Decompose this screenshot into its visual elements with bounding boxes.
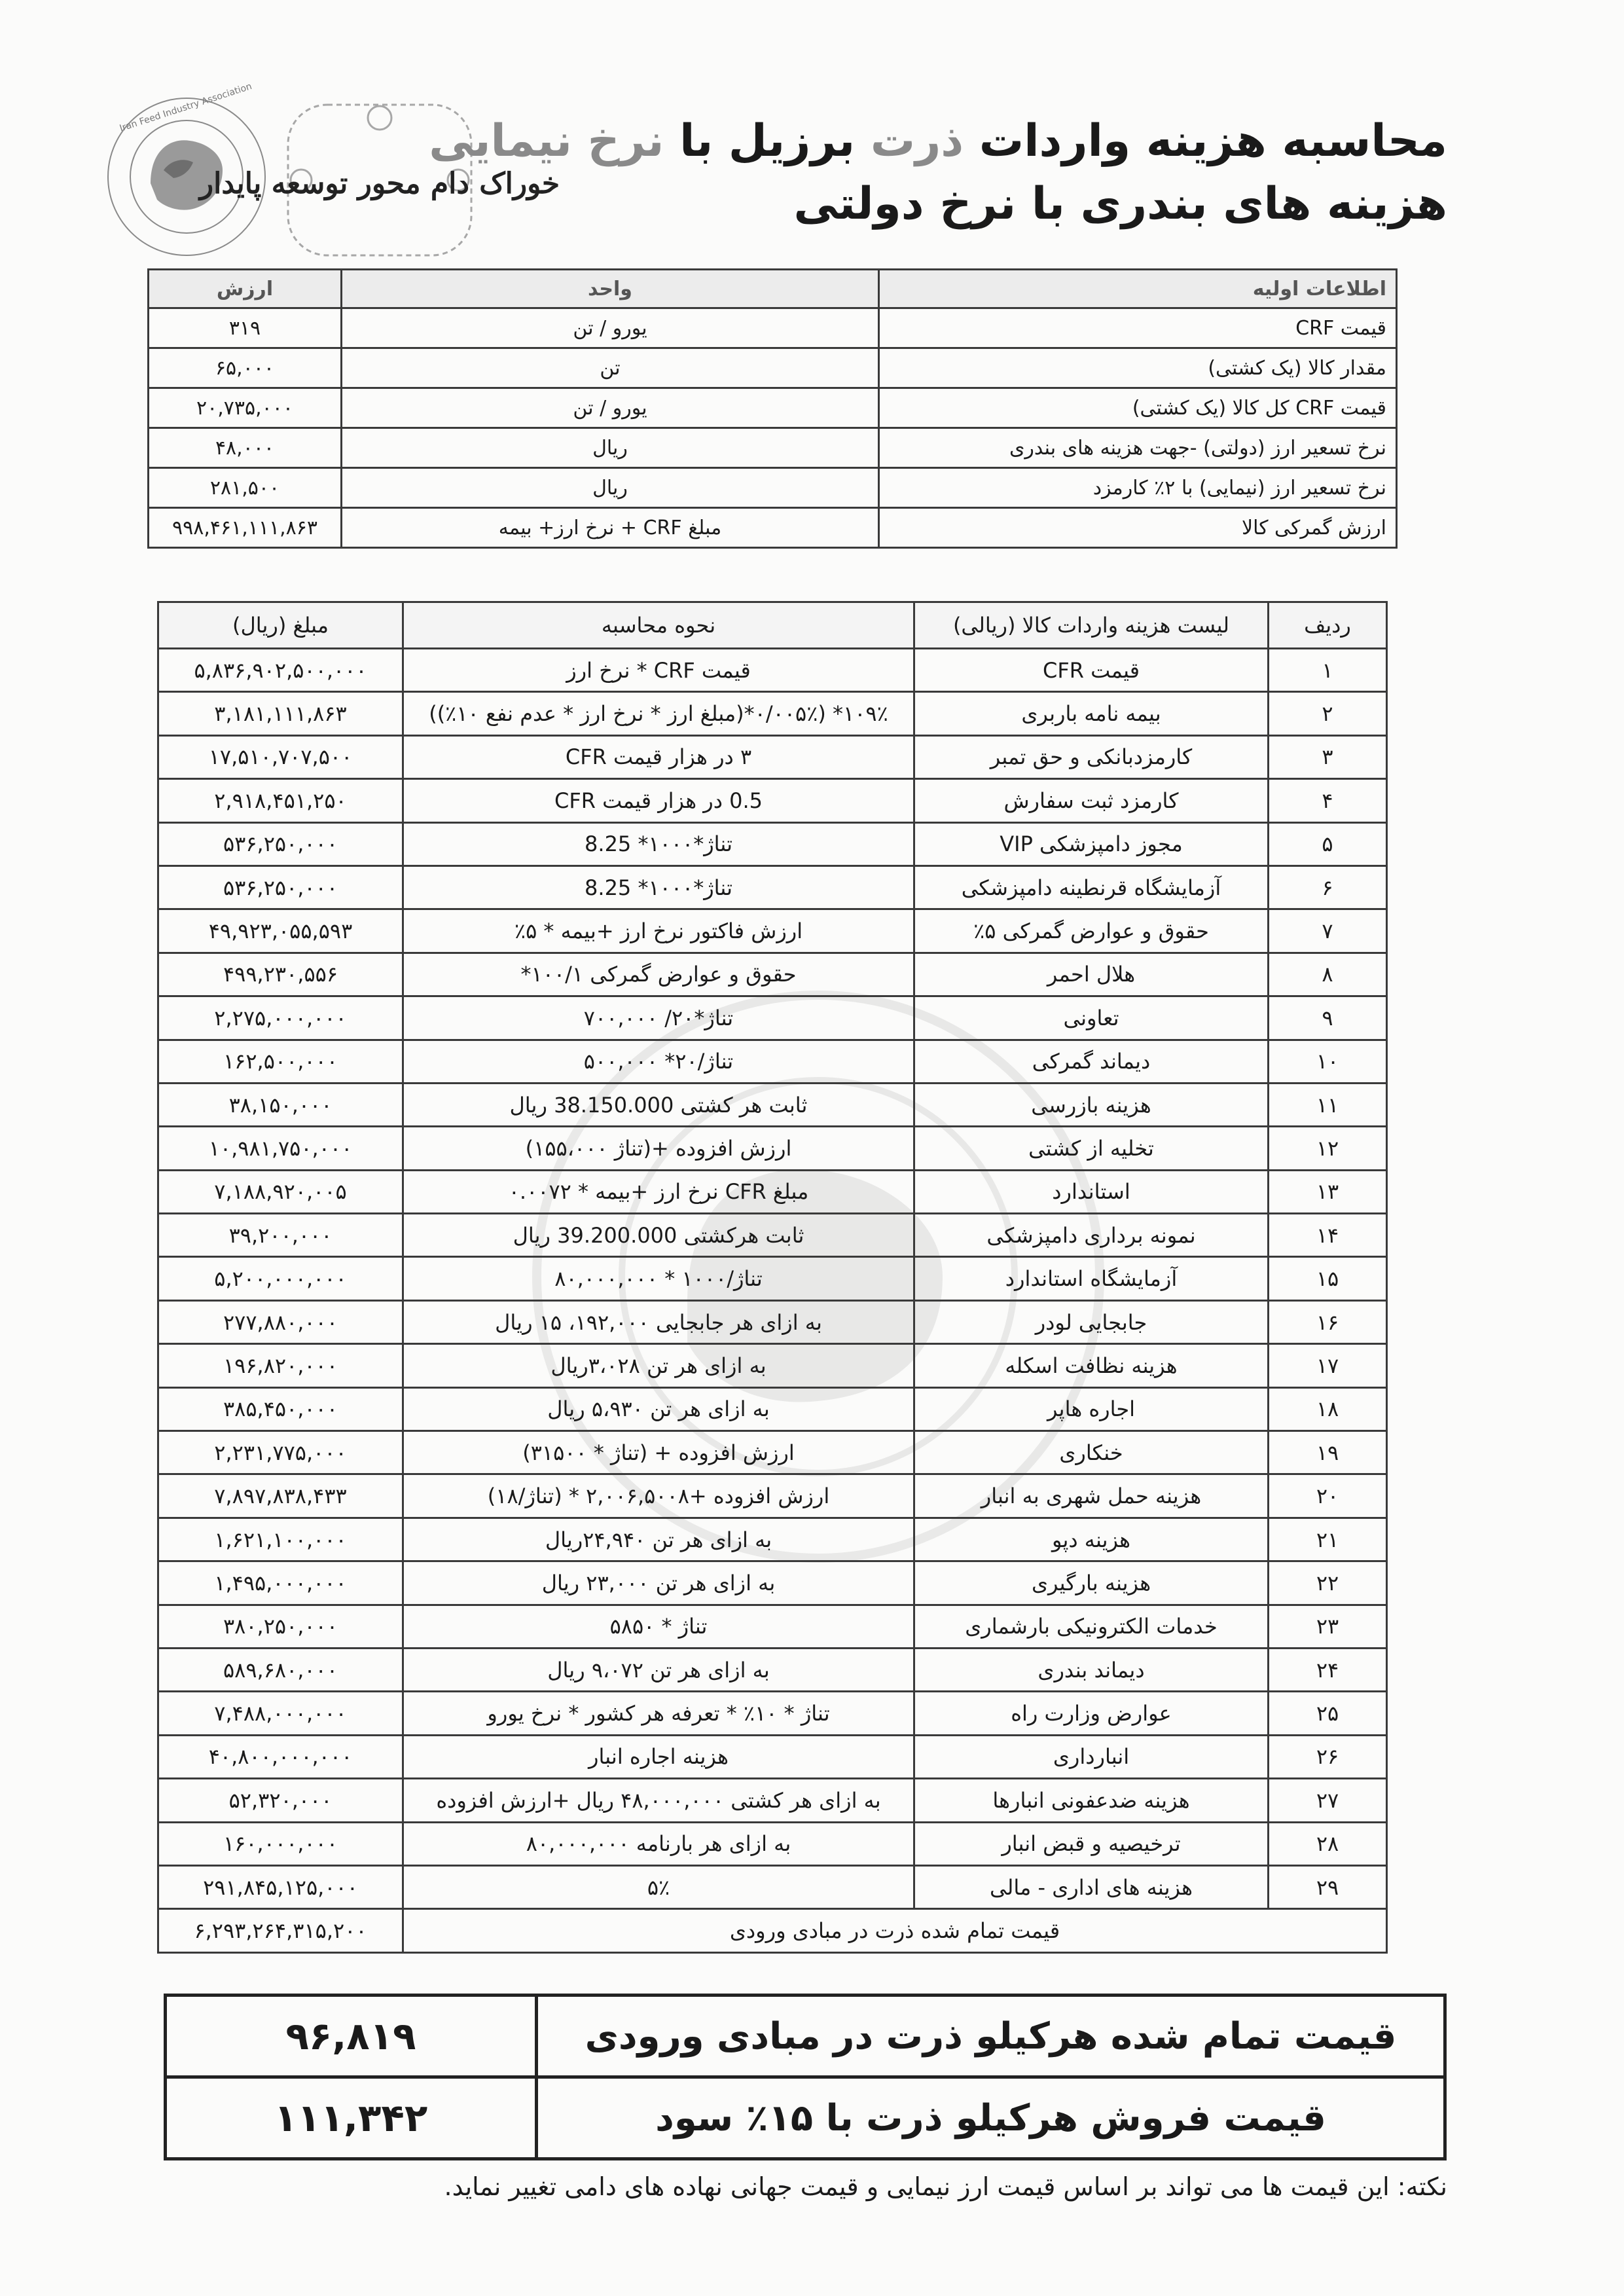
cost-calc: ارزش افزوده + (تناژ * ۳۱۵۰۰) — [403, 1431, 914, 1474]
cost-amount: ۱,۴۹۵,۰۰۰,۰۰۰ — [158, 1561, 403, 1605]
cost-row — [158, 1518, 1387, 1561]
info-value: ۲۸۱,۵۰۰ — [149, 468, 342, 508]
cost-amount: ۲,۹۱۸,۴۵۱,۲۵۰ — [158, 779, 403, 822]
cost-item: ترخیصیه و قبض انبار — [914, 1822, 1269, 1865]
cost-index: ۱۶ — [1269, 1300, 1387, 1343]
cost-row — [158, 779, 1387, 822]
cost-item: کارمزد ثبت سفارش — [914, 779, 1269, 822]
cost-index: ۱۵ — [1269, 1257, 1387, 1300]
cost-amount: ۴۹,۹۲۳,۰۵۵,۵۹۳ — [158, 909, 403, 953]
cost-amount: ۵۸۹,۶۸۰,۰۰۰ — [158, 1648, 403, 1691]
cost-index: ۲۶ — [1269, 1735, 1387, 1778]
cost-item: مجوز دامپزشکی VIP — [914, 822, 1269, 866]
cost-amount: ۱۶۰,۰۰۰,۰۰۰ — [158, 1822, 403, 1865]
cost-item: هزینه حمل شهری به انبار — [914, 1474, 1269, 1518]
cost-index: ۱۲ — [1269, 1127, 1387, 1170]
cost-item: انبارداری — [914, 1735, 1269, 1778]
title-line-1: محاسبه هزینه واردات ذرت برزیل با نرخ نیمایی — [429, 115, 1447, 167]
cost-calc: تناژ*۱۰۰۰* 8.25 — [403, 822, 914, 866]
info-header-label: اطلاعات اولیه — [879, 270, 1397, 308]
cost-row — [158, 1040, 1387, 1083]
info-value: ۳۱۹ — [149, 308, 342, 348]
cost-index: ۱۸ — [1269, 1387, 1387, 1430]
cost-header-item: لیست هزینه واردات کالا (ریالی) — [914, 602, 1269, 649]
cost-amount: ۷,۱۸۸,۹۲۰,۰۰۵ — [158, 1170, 403, 1213]
cost-header-calc: نحوه محاسبه — [403, 602, 914, 649]
cost-calc: تناژ*۱۰۰۰* 8.25 — [403, 866, 914, 909]
cost-index: ۲۱ — [1269, 1518, 1387, 1561]
cost-row — [158, 1344, 1387, 1387]
cost-calc: تناژ*۲۰/ ۷۰۰,۰۰۰ — [403, 996, 914, 1040]
cost-table-body — [158, 649, 1387, 1909]
cost-item: اجاره هاپر — [914, 1387, 1269, 1430]
cost-row — [158, 735, 1387, 778]
cost-index: ۱۳ — [1269, 1170, 1387, 1213]
cost-row — [158, 909, 1387, 953]
cost-header-amount: مبلغ (ریال) — [158, 602, 403, 649]
cost-amount: ۳,۱۸۱,۱۱۱,۸۶۳ — [158, 692, 403, 735]
cost-item: خنکاری — [914, 1431, 1269, 1474]
cost-item: کارمزدبانکی و حق تمبر — [914, 735, 1269, 778]
cost-row — [158, 1170, 1387, 1213]
cost-row — [158, 1300, 1387, 1343]
cost-item: دیماند گمرکی — [914, 1040, 1269, 1083]
cost-item: نمونه برداری دامپزشکی — [914, 1214, 1269, 1257]
cost-index: ۲۵ — [1269, 1692, 1387, 1735]
cost-row — [158, 1474, 1387, 1518]
title-line-2: هزینه های بندری با نرخ دولتی — [793, 178, 1447, 230]
cost-row — [158, 1127, 1387, 1170]
cost-row — [158, 822, 1387, 866]
cost-row — [158, 1561, 1387, 1605]
info-label: ارزش گمرکی کالا — [879, 508, 1397, 548]
cost-item: هزینه دپو — [914, 1518, 1269, 1561]
cost-row — [158, 1605, 1387, 1648]
cost-index: ۲۴ — [1269, 1648, 1387, 1691]
cost-index: ۲۹ — [1269, 1865, 1387, 1908]
cost-row — [158, 953, 1387, 996]
cost-item: هزینه بارگیری — [914, 1561, 1269, 1605]
info-unit: یورو / تن — [342, 308, 879, 348]
cost-item: تعاونی — [914, 996, 1269, 1040]
cost-row — [158, 1431, 1387, 1474]
cost-amount: ۳۸,۱۵۰,۰۰۰ — [158, 1083, 403, 1126]
info-label: مقدار کالا (یک کشتی) — [879, 348, 1397, 388]
cost-amount: ۲,۲۳۱,۷۷۵,۰۰۰ — [158, 1431, 403, 1474]
svg-text:Iran Feed Industry Association: Iran Feed Industry Association — [118, 81, 253, 134]
cost-calc: به ازای هر تن ۵،۹۳۰ ریال — [403, 1387, 914, 1430]
cost-index: ۴ — [1269, 779, 1387, 822]
cost-item: جابجایی لودر — [914, 1300, 1269, 1343]
cost-index: ۲۸ — [1269, 1822, 1387, 1865]
cost-item: آزمایشگاه قرنطینه دامپزشکی — [914, 866, 1269, 909]
cost-index: ۱۱ — [1269, 1083, 1387, 1126]
cost-amount: ۴۹۹,۲۳۰,۵۵۶ — [158, 953, 403, 996]
cost-amount: ۵,۲۰۰,۰۰۰,۰۰۰ — [158, 1257, 403, 1300]
cost-row — [158, 1083, 1387, 1126]
info-label: قیمت CRF کل کالا (یک کشتی) — [879, 388, 1397, 428]
cost-calc: تناژ/۲۰* ۵۰۰,۰۰۰ — [403, 1040, 914, 1083]
cost-calc: ثابت هر کشتی 38.150.000 ریال — [403, 1083, 914, 1126]
cost-amount: ۱۹۶,۸۲۰,۰۰۰ — [158, 1344, 403, 1387]
cost-header-index: ردیف — [1269, 602, 1387, 649]
cost-calc: به ازای هر تن ۳،۰۲۸ریال — [403, 1344, 914, 1387]
info-value: ۴۸,۰۰۰ — [149, 428, 342, 468]
info-unit: مبلغ CRF + نرخ ارز+ بیمه — [342, 508, 879, 548]
cost-amount: ۵۳۶,۲۵۰,۰۰۰ — [158, 822, 403, 866]
cost-row — [158, 866, 1387, 909]
cost-item: عوارض وزارت راه — [914, 1692, 1269, 1735]
cost-index: ۱۹ — [1269, 1431, 1387, 1474]
cost-index: ۱۴ — [1269, 1214, 1387, 1257]
cost-calc: ارزش افزوده +(تناژ ۱۵۵،۰۰۰) — [403, 1127, 914, 1170]
info-value: ۲۰,۷۳۵,۰۰۰ — [149, 388, 342, 428]
cost-item: آزمایشگاه استاندارد — [914, 1257, 1269, 1300]
cost-amount: ۲۹۱,۸۴۵,۱۲۵,۰۰۰ — [158, 1865, 403, 1908]
cost-calc: تناژ * ۱۰٪ * تعرفه هر کشور * نرخ یورو — [403, 1692, 914, 1735]
cost-amount: ۵۲,۳۲۰,۰۰۰ — [158, 1779, 403, 1822]
cost-index: ۲۲ — [1269, 1561, 1387, 1605]
cost-item: خدمات الکترونیکی بارشماری — [914, 1605, 1269, 1648]
info-row — [149, 468, 1397, 508]
cost-total-label: قیمت تمام شده ذرت در مبادی ورودی — [403, 1909, 1387, 1952]
info-unit: ریال — [342, 428, 879, 468]
cost-row — [158, 1735, 1387, 1778]
info-row — [149, 428, 1397, 468]
cost-total-row — [158, 1909, 1387, 1952]
cost-calc: ثابت هرکشتی 39.200.000 ریال — [403, 1214, 914, 1257]
cost-amount: ۳۹,۲۰۰,۰۰۰ — [158, 1214, 403, 1257]
cost-item: استاندارد — [914, 1170, 1269, 1213]
cost-calc: به ازای هر بارنامه ۸۰,۰۰۰,۰۰۰ — [403, 1822, 914, 1865]
info-row — [149, 308, 1397, 348]
info-unit: تن — [342, 348, 879, 388]
cost-item: هزینه ضدعفونی انبارها — [914, 1779, 1269, 1822]
info-row — [149, 508, 1397, 548]
info-value: ۹۹۸,۴۶۱,۱۱۱,۸۶۳ — [149, 508, 342, 548]
cost-calc: تناژ/۱۰۰۰ * ۸۰,۰۰۰,۰۰۰ — [403, 1257, 914, 1300]
cost-item: قیمت CFR — [914, 649, 1269, 692]
cost-index: ۱۷ — [1269, 1344, 1387, 1387]
summary-row-sale — [166, 2077, 1445, 2159]
cost-index: ۱ — [1269, 649, 1387, 692]
cost-amount: ۱۷,۵۱۰,۷۰۷,۵۰۰ — [158, 735, 403, 778]
cost-index: ۸ — [1269, 953, 1387, 996]
cost-amount: ۱۰,۹۸۱,۷۵۰,۰۰۰ — [158, 1127, 403, 1170]
info-label: نرخ تسعیر ارز (دولتی) -جهت هزینه های بندری — [879, 428, 1397, 468]
cost-calc: به ازای هر تن ۲۴,۹۴۰ریال — [403, 1518, 914, 1561]
cost-amount: ۱,۶۲۱,۱۰۰,۰۰۰ — [158, 1518, 403, 1561]
cost-amount: ۳۸۰,۲۵۰,۰۰۰ — [158, 1605, 403, 1648]
cost-amount: ۲۷۷,۸۸۰,۰۰۰ — [158, 1300, 403, 1343]
cost-index: ۵ — [1269, 822, 1387, 866]
cost-amount: ۷,۸۹۷,۸۳۸,۴۳۳ — [158, 1474, 403, 1518]
cost-row — [158, 1779, 1387, 1822]
cost-row — [158, 1214, 1387, 1257]
cost-row — [158, 1865, 1387, 1908]
cost-item: بیمه نامه باربری — [914, 692, 1269, 735]
page-title — [429, 110, 1447, 236]
info-label: قیمت CRF — [879, 308, 1397, 348]
cost-amount: ۵,۸۳۶,۹۰۲,۵۰۰,۰۰۰ — [158, 649, 403, 692]
cost-calc: تناژ * ۵۸۵۰ — [403, 1605, 914, 1648]
cost-item: هزینه های اداری - مالی — [914, 1865, 1269, 1908]
cost-row — [158, 1257, 1387, 1300]
cost-item: دیماند بندری — [914, 1648, 1269, 1691]
cost-table-header-row — [158, 602, 1387, 649]
cost-row — [158, 692, 1387, 735]
cost-calc: هزینه اجاره انبار — [403, 1735, 914, 1778]
cost-index: ۲۷ — [1269, 1779, 1387, 1822]
info-header-value: ارزش — [149, 270, 342, 308]
initial-info-table — [147, 268, 1398, 549]
cost-amount: ۳۸۵,۴۵۰,۰۰۰ — [158, 1387, 403, 1430]
logo-slogan: خوراک دام محور توسعه پایدار — [199, 167, 560, 200]
cost-per-kg-value: ۹۶,۸۱۹ — [166, 1995, 537, 2077]
cost-index: ۳ — [1269, 735, 1387, 778]
info-value: ۶۵,۰۰۰ — [149, 348, 342, 388]
cost-calc: مبلغ CFR نرخ ارز +بیمه * ۰.۰۰۷۲ — [403, 1170, 914, 1213]
cost-calc: 0.5 در هزار قیمت CFR — [403, 779, 914, 822]
sale-per-kg-value: ۱۱۱,۳۴۲ — [166, 2077, 537, 2159]
cost-index: ۲۳ — [1269, 1605, 1387, 1648]
info-unit: یورو / تن — [342, 388, 879, 428]
cost-index: ۶ — [1269, 866, 1387, 909]
cost-calc: حقوق و عوارض گمرکی ۱۰۰/۱* — [403, 953, 914, 996]
cost-amount: ۵۳۶,۲۵۰,۰۰۰ — [158, 866, 403, 909]
info-header-unit: واحد — [342, 270, 879, 308]
cost-amount: ۱۶۲,۵۰۰,۰۰۰ — [158, 1040, 403, 1083]
summary-row-cost — [166, 1995, 1445, 2077]
cost-row — [158, 1648, 1387, 1691]
cost-item: تخلیه از کشتی — [914, 1127, 1269, 1170]
cost-amount: ۷,۴۸۸,۰۰۰,۰۰۰ — [158, 1692, 403, 1735]
cost-calc: ۳ در هزار قیمت CFR — [403, 735, 914, 778]
cost-item: حقوق و عوارض گمرکی ۵٪ — [914, 909, 1269, 953]
cost-index: ۷ — [1269, 909, 1387, 953]
cost-calc: به ازای هر تن ۹،۰۷۲ ریال — [403, 1648, 914, 1691]
cost-row — [158, 1692, 1387, 1735]
cost-row — [158, 1822, 1387, 1865]
cost-index: ۹ — [1269, 996, 1387, 1040]
cost-amount: ۴۰,۸۰۰,۰۰۰,۰۰۰ — [158, 1735, 403, 1778]
cost-index: ۲۰ — [1269, 1474, 1387, 1518]
cost-calc: به ازای هر جابجایی ۱۹۲,۰۰۰، ۱۵ ریال — [403, 1300, 914, 1343]
cost-row — [158, 1387, 1387, 1430]
cost-item: هزینه بازرسی — [914, 1083, 1269, 1126]
cost-total-amount: ۶,۲۹۳,۲۶۴,۳۱۵,۲۰۰ — [158, 1909, 403, 1952]
cost-calc: ارزش فاکتور نرخ ارز +بیمه * ۵٪ — [403, 909, 914, 953]
cost-index: ۱۰ — [1269, 1040, 1387, 1083]
cost-calc: به ازای هر کشتی ۴۸,۰۰۰,۰۰۰ ریال +ارزش افزوده — [403, 1779, 914, 1822]
footnote: نکته: این قیمت ها می تواند بر اساس قیمت ارز نیمایی و قیمت جهانی نهاده های دامی تغییر نماید. — [444, 2172, 1447, 2201]
cost-item: هلال احمر — [914, 953, 1269, 996]
cost-calc: ۵٪ — [403, 1865, 914, 1908]
cost-amount: ۲,۲۷۵,۰۰۰,۰۰۰ — [158, 996, 403, 1040]
sale-per-kg-label: قیمت فروش هرکیلو ذرت با ۱۵٪ سود — [537, 2077, 1445, 2159]
cost-row — [158, 649, 1387, 692]
cost-item: هزینه نظافت اسکله — [914, 1344, 1269, 1387]
cost-calc: قیمت CRF * نرخ ارز — [403, 649, 914, 692]
info-unit: ریال — [342, 468, 879, 508]
cost-row — [158, 996, 1387, 1040]
info-table-header-row — [149, 270, 1397, 308]
cost-index: ۲ — [1269, 692, 1387, 735]
info-row — [149, 348, 1397, 388]
info-label: نرخ تسعیر ارز (نیمایی) با ۲٪ کارمزد — [879, 468, 1397, 508]
cost-calc: ارزش افزوده +۲,۰۰۶,۵۰۰۸ * (تناژ/۱۸) — [403, 1474, 914, 1518]
cost-calc: به ازای هر تن ۲۳,۰۰۰ ریال — [403, 1561, 914, 1605]
cost-per-kg-label: قیمت تمام شده هرکیلو ذرت در مبادی ورودی — [537, 1995, 1445, 2077]
info-row — [149, 388, 1397, 428]
cost-calc: ۱۰۹٪* (۰/۰۰۵٪*(مبلغ ارز * نرخ ارز * عدم نفع ۱۰٪)) — [403, 692, 914, 735]
summary-table — [164, 1994, 1447, 2160]
import-cost-table — [157, 601, 1388, 1954]
